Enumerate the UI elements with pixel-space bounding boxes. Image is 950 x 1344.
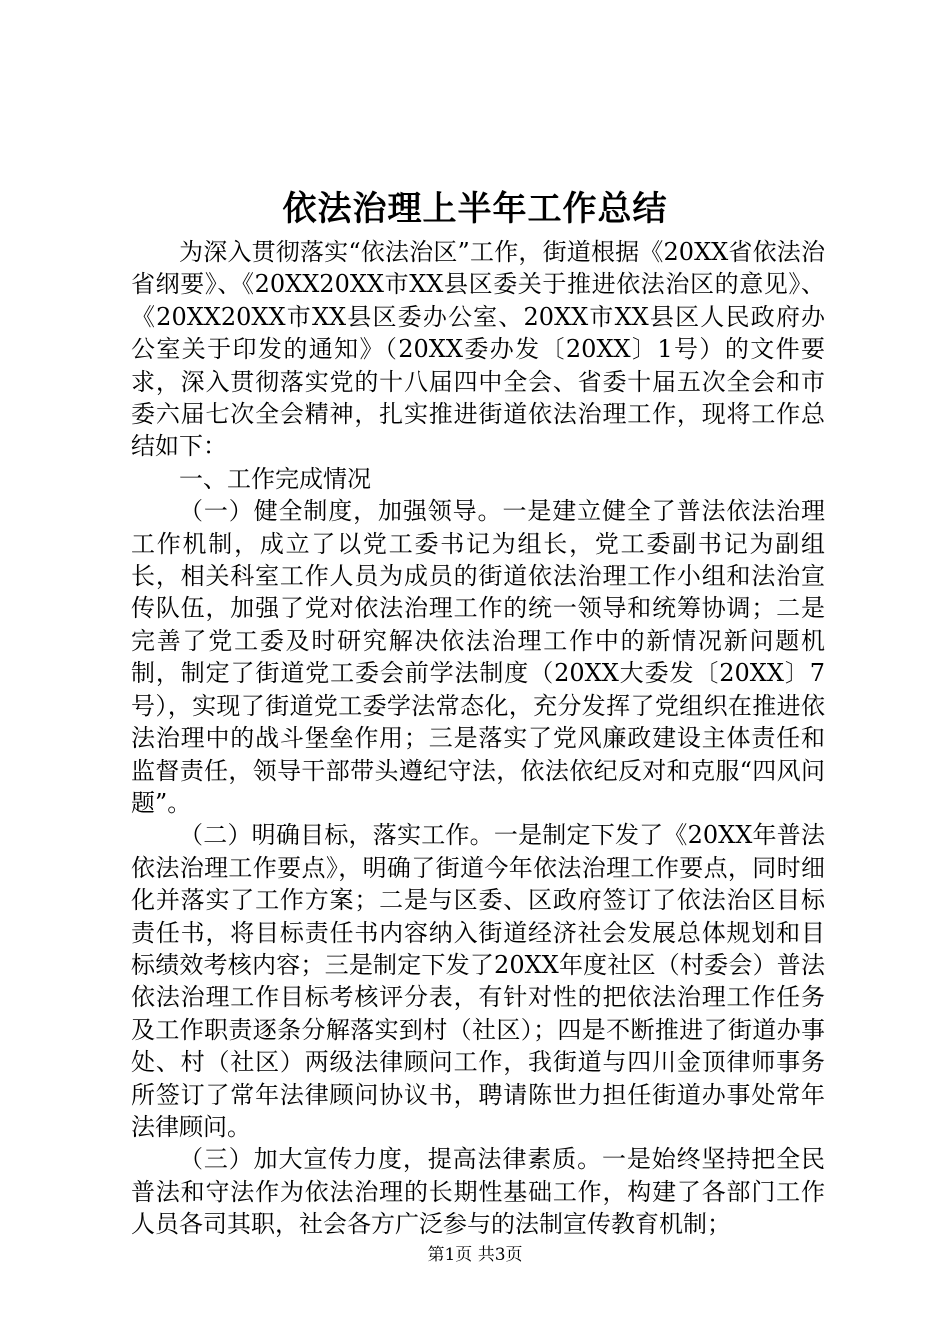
paragraph-section-2: （二）明确目标，落实工作。一是制定下发了《20XX年普法依法治理工作要点》，明确了街道今年依法治理工作要点，同时细化并落实了工作方案；二是与区委、区政府签订了依法治区目标责任书，将目标责任书内容纳入街道经济社会发展总体规划和目标绩效考核内容；三是制定下发了20XX年度社区（村委会）普法依法治理工作目标考核评分表，有针对性的把依法治理工作任务及工作职责逐条分解落实到村（社区）；四是不断推进了街道办事处、村（社区）两级法律顾问工作，我街道与四川金顶律师事务所签订了常年法律顾问协议书，聘请陈世力担任街道办事处常年法律顾问。 (131, 821, 825, 1141)
page-number-footer: 第1页 共3页 (427, 1245, 523, 1265)
intro-paragraph: 为深入贯彻落实“依法治区”工作，街道根据《20XX省依法治省纲要》、《20XX20XX市XX县区委关于推进依法治区的意见》、《20XX20XX市XX县区委办公室、20XX市XX县区人民政府办公室关于印发的通知》（20XX委办发〔20XX〕1号）的文件要求，深入贯彻落实党的十八届四中全会、省委十届五次全会和市委六届七次全会精神，扎实推进街道依法治理工作，现将工作总结如下： (131, 238, 825, 461)
document-body (131, 236, 825, 1241)
paragraph-section-3: （三）加大宣传力度，提高法律素质。一是始终坚持把全民普法和守法作为依法治理的长期性基础工作，构建了各部门工作人员各司其职，社会各方广泛参与的法制宣传教育机制； (131, 1145, 825, 1239)
paragraph-section-1: （一）健全制度，加强领导。一是建立健全了普法依法治理工作机制，成立了以党工委书记为组长，党工委副书记为副组长，相关科室工作人员为成员的街道依法治理工作小组和法治宣传队伍，加强了党对依法治理工作的统一领导和统筹协调；二是完善了党工委及时研究解决依法治理工作中的新情况新问题机制，制定了街道党工委会前学法制度（20XX大委发〔20XX〕7号），实现了街道党工委学法常态化，充分发挥了党组织在推进依法治理中的战斗堡垒作用；三是落实了党风廉政建设主体责任和监督责任，领导干部带头遵纪守法，依法依纪反对和克服“四风问题”。 (131, 497, 825, 817)
document-title: 依法治理上半年工作总结 (282, 189, 668, 229)
section-heading: 一、工作完成情况 (179, 464, 371, 493)
